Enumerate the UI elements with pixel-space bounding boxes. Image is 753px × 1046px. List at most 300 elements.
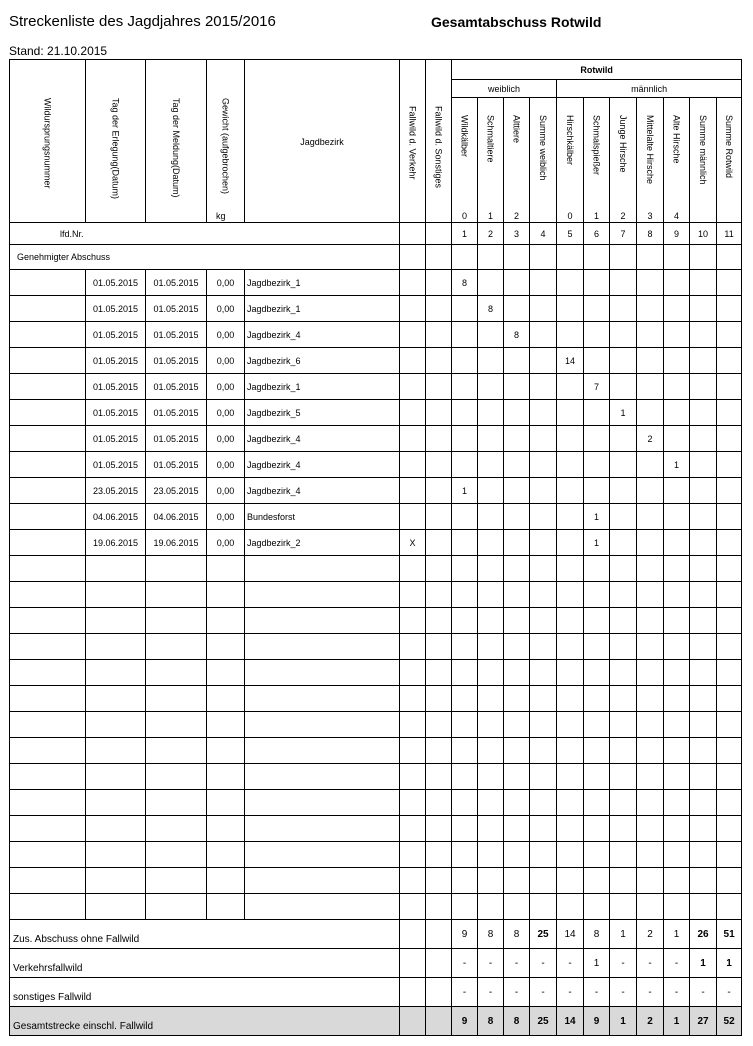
cell-verkehr [400,374,426,400]
cell-value [478,530,504,556]
cell-jagdbezirk: Jagdbezirk_1 [245,374,400,400]
empty-cell [557,634,584,660]
empty-cell [504,686,530,712]
empty-cell [86,660,146,686]
summary-value: 1 [664,920,690,949]
empty-cell [530,686,557,712]
summary-value: - [610,978,637,1007]
genehmigt-empty [530,245,557,270]
cell-verkehr: X [400,530,426,556]
empty-cell [530,868,557,894]
cell-value [557,400,584,426]
empty-cell [557,712,584,738]
empty-cell [717,790,742,816]
empty-cell [690,634,717,660]
cell-value [690,530,717,556]
empty-cell [584,608,610,634]
empty-cell [610,608,637,634]
cell-value [530,504,557,530]
empty-cell [10,556,86,582]
empty-cell [452,816,478,842]
summary-value: - [530,949,557,978]
genehmigt-empty [452,245,478,270]
genehmigt-empty [610,245,637,270]
empty-cell [530,894,557,920]
empty-cell [207,790,245,816]
cell-meldung: 01.05.2015 [146,270,207,296]
empty-cell [504,660,530,686]
empty-cell [86,790,146,816]
summary-value: 27 [690,1007,717,1036]
empty-cell [207,582,245,608]
empty-cell [86,608,146,634]
cell-erlegung: 01.05.2015 [86,270,146,296]
cell-value [557,426,584,452]
cell-verkehr [400,452,426,478]
document-subtitle: Gesamtabschuss Rotwild [431,14,602,30]
empty-cell [557,556,584,582]
summary-value: - [610,949,637,978]
empty-cell [400,894,426,920]
cell-meldung: 01.05.2015 [146,348,207,374]
empty-cell [245,790,400,816]
empty-cell [530,790,557,816]
empty-cell [557,868,584,894]
empty-cell [245,608,400,634]
cell-value [717,504,742,530]
cell-wildursprung [10,374,86,400]
empty-cell [530,712,557,738]
cell-value [557,478,584,504]
empty-cell [584,816,610,842]
cell-gewicht: 0,00 [207,322,245,348]
genehmigt-label: Genehmigter Abschuss [10,245,400,270]
cell-value [717,426,742,452]
empty-cell [690,816,717,842]
empty-cell [400,816,426,842]
cell-value [478,322,504,348]
species-code: 0 [461,211,467,221]
summary-value: 2 [637,1007,664,1036]
empty-cell [426,582,452,608]
empty-cell [637,842,664,868]
cell-wildursprung [10,530,86,556]
empty-cell [664,608,690,634]
empty-cell [207,894,245,920]
empty-cell [452,686,478,712]
cell-value [452,400,478,426]
table-row [10,296,742,322]
empty-cell [478,738,504,764]
cell-value [664,322,690,348]
empty-cell [637,738,664,764]
empty-cell [664,556,690,582]
empty-row [10,868,742,894]
empty-cell [637,894,664,920]
summary-value: 52 [717,1007,742,1036]
streckenliste-table [9,59,742,1036]
cell-value [584,348,610,374]
cell-meldung: 04.06.2015 [146,504,207,530]
cell-jagdbezirk: Jagdbezirk_1 [245,296,400,322]
empty-cell [610,556,637,582]
empty-cell [245,842,400,868]
summary-value: 8 [478,1007,504,1036]
empty-cell [10,686,86,712]
empty-cell [207,816,245,842]
table-row [10,374,742,400]
empty-cell [400,582,426,608]
empty-cell [452,764,478,790]
summary-value: - [504,949,530,978]
empty-cell [10,842,86,868]
empty-cell [10,634,86,660]
empty-cell [426,608,452,634]
empty-cell [637,790,664,816]
cell-value: 8 [478,296,504,322]
summary-value: - [452,978,478,1007]
cell-value [637,322,664,348]
header-tag-erlegung: Tag der Erlegung(Datum) [86,60,146,223]
empty-cell [452,868,478,894]
cell-value [452,530,478,556]
cell-value [478,504,504,530]
cell-value [557,296,584,322]
empty-cell [452,660,478,686]
empty-cell [86,868,146,894]
cell-value [610,478,637,504]
empty-cell [146,738,207,764]
empty-cell [86,712,146,738]
cell-value [530,452,557,478]
empty-cell [452,790,478,816]
empty-cell [478,660,504,686]
summary-row [10,978,742,1007]
cell-value [717,322,742,348]
empty-cell [245,738,400,764]
empty-cell [530,556,557,582]
empty-cell [207,660,245,686]
index-number: 5 [557,223,584,245]
summary-value: 9 [452,920,478,949]
empty-cell [10,790,86,816]
empty-row [10,816,742,842]
cell-gewicht: 0,00 [207,452,245,478]
cell-wildursprung [10,478,86,504]
cell-value [637,374,664,400]
header-wildursprung: Wildursprungsnummer [10,60,86,223]
summary-value: 8 [504,920,530,949]
cell-verkehr [400,348,426,374]
empty-cell [610,868,637,894]
summary-row [10,949,742,978]
document-title: Streckenliste des Jagdjahres 2015/2016 [9,13,276,30]
empty-cell [690,790,717,816]
index-number: 9 [664,223,690,245]
empty-row [10,894,742,920]
summary-row [10,1007,742,1036]
cell-value [452,322,478,348]
empty-cell [717,608,742,634]
summary-label: Zus. Abschuss ohne Fallwild [10,920,400,949]
empty-cell [86,686,146,712]
empty-cell [557,608,584,634]
empty-cell [400,738,426,764]
empty-cell [452,556,478,582]
empty-cell [146,660,207,686]
cell-erlegung: 01.05.2015 [86,322,146,348]
summary-value: 14 [557,1007,584,1036]
empty-cell [664,790,690,816]
empty-cell [426,556,452,582]
empty-cell [530,660,557,686]
cell-sonstiges [426,400,452,426]
empty-cell [664,582,690,608]
empty-cell [504,634,530,660]
empty-cell [207,842,245,868]
header-weiblich: weiblich [452,80,557,98]
empty-cell [584,764,610,790]
cell-value [690,348,717,374]
empty-cell [146,816,207,842]
cell-value [452,426,478,452]
summary-value: - [717,978,742,1007]
empty-cell [207,712,245,738]
cell-gewicht: 0,00 [207,270,245,296]
cell-value: 8 [504,322,530,348]
genehmigt-empty [717,245,742,270]
empty-cell [690,556,717,582]
empty-row [10,712,742,738]
empty-cell [530,816,557,842]
empty-row [10,738,742,764]
empty-cell [426,634,452,660]
empty-cell [690,686,717,712]
cell-value [530,374,557,400]
empty-cell [557,790,584,816]
genehmigt-empty [478,245,504,270]
empty-cell [637,816,664,842]
header-gewicht: Gewicht (aufgebrochen) kg [207,60,245,223]
cell-value [504,426,530,452]
cell-value [717,400,742,426]
empty-cell [610,660,637,686]
cell-value [584,322,610,348]
empty-cell [637,556,664,582]
empty-cell [717,764,742,790]
empty-cell [86,556,146,582]
empty-cell [146,894,207,920]
cell-value [637,400,664,426]
empty-cell [452,608,478,634]
header-tag-meldung: Tag der Meldung(Datum) [146,60,207,223]
empty-cell [86,816,146,842]
index-number: 11 [717,223,742,245]
empty-cell [207,608,245,634]
cell-erlegung: 01.05.2015 [86,374,146,400]
summary-empty [426,949,452,978]
cell-value [690,400,717,426]
empty-cell [146,686,207,712]
cell-value [610,270,637,296]
cell-value: 1 [584,504,610,530]
empty-cell [530,608,557,634]
empty-cell [146,608,207,634]
empty-cell [717,738,742,764]
empty-cell [557,764,584,790]
empty-cell [584,686,610,712]
cell-value [610,530,637,556]
empty-cell [86,764,146,790]
empty-cell [400,608,426,634]
empty-cell [717,868,742,894]
cell-value [530,270,557,296]
cell-gewicht: 0,00 [207,530,245,556]
cell-value [584,452,610,478]
cell-jagdbezirk: Jagdbezirk_6 [245,348,400,374]
table-row [10,270,742,296]
cell-jagdbezirk: Jagdbezirk_4 [245,478,400,504]
empty-cell [426,842,452,868]
empty-cell [10,816,86,842]
empty-cell [426,738,452,764]
cell-value [478,400,504,426]
empty-cell [146,790,207,816]
cell-value [557,504,584,530]
empty-cell [426,764,452,790]
empty-cell [690,738,717,764]
genehmigt-empty [584,245,610,270]
empty-cell [478,816,504,842]
cell-value [478,426,504,452]
empty-cell [478,634,504,660]
empty-cell [637,660,664,686]
cell-jagdbezirk: Jagdbezirk_1 [245,270,400,296]
empty-cell [584,790,610,816]
cell-value [452,374,478,400]
cell-wildursprung [10,270,86,296]
cell-sonstiges [426,504,452,530]
species-code: 4 [673,211,679,221]
summary-value: 26 [690,920,717,949]
summary-label: Verkehrsfallwild [10,949,400,978]
header-species: Wildkälber 0 [452,98,478,223]
empty-cell [690,660,717,686]
empty-cell [530,582,557,608]
empty-cell [530,634,557,660]
cell-sonstiges [426,452,452,478]
cell-value [610,348,637,374]
cell-value: 1 [584,530,610,556]
cell-sonstiges [426,270,452,296]
genehmigt-empty [400,245,426,270]
summary-value: - [504,978,530,1007]
index-number: 1 [452,223,478,245]
empty-cell [245,712,400,738]
cell-value [557,270,584,296]
cell-value [717,348,742,374]
empty-cell [400,842,426,868]
cell-value [452,504,478,530]
cell-wildursprung [10,504,86,530]
empty-cell [584,634,610,660]
cell-verkehr [400,296,426,322]
species-code: 0 [567,211,573,221]
empty-cell [426,894,452,920]
cell-value [478,478,504,504]
index-number: 2 [478,223,504,245]
header-species: Alte Hirsche 4 [664,98,690,223]
header-group-rotwild: Rotwild [452,60,742,80]
cell-erlegung: 01.05.2015 [86,296,146,322]
cell-value [504,270,530,296]
cell-jagdbezirk: Jagdbezirk_4 [245,426,400,452]
cell-value [504,374,530,400]
cell-value [530,426,557,452]
summary-value: - [452,949,478,978]
cell-gewicht: 0,00 [207,426,245,452]
empty-cell [637,608,664,634]
empty-cell [557,686,584,712]
cell-erlegung: 19.06.2015 [86,530,146,556]
empty-cell [664,660,690,686]
empty-cell [504,790,530,816]
summary-value: 1 [610,1007,637,1036]
empty-cell [478,608,504,634]
empty-cell [146,712,207,738]
empty-cell [146,582,207,608]
cell-sonstiges [426,426,452,452]
empty-cell [637,686,664,712]
empty-row [10,634,742,660]
empty-cell [452,842,478,868]
summary-empty [426,1007,452,1036]
index-number: 7 [610,223,637,245]
cell-value [664,504,690,530]
cell-value [504,530,530,556]
cell-meldung: 01.05.2015 [146,374,207,400]
species-code: 1 [593,211,599,221]
empty-cell [717,842,742,868]
cell-sonstiges [426,348,452,374]
empty-row [10,764,742,790]
empty-cell [504,712,530,738]
stand-date: Stand: 21.10.2015 [9,44,108,58]
summary-value: 1 [584,949,610,978]
empty-cell [478,790,504,816]
cell-value [664,400,690,426]
cell-value [530,296,557,322]
empty-cell [426,790,452,816]
index-number: 8 [637,223,664,245]
empty-cell [690,712,717,738]
cell-value [637,530,664,556]
empty-cell [717,712,742,738]
summary-value: 1 [610,920,637,949]
empty-cell [664,686,690,712]
header-gewicht-unit: kg [216,211,226,221]
empty-cell [245,660,400,686]
cell-meldung: 01.05.2015 [146,426,207,452]
summary-value: - [637,978,664,1007]
empty-row [10,842,742,868]
cell-gewicht: 0,00 [207,348,245,374]
summary-value: 1 [717,949,742,978]
cell-value [610,426,637,452]
empty-cell [504,894,530,920]
empty-cell [690,842,717,868]
summary-empty [426,978,452,1007]
